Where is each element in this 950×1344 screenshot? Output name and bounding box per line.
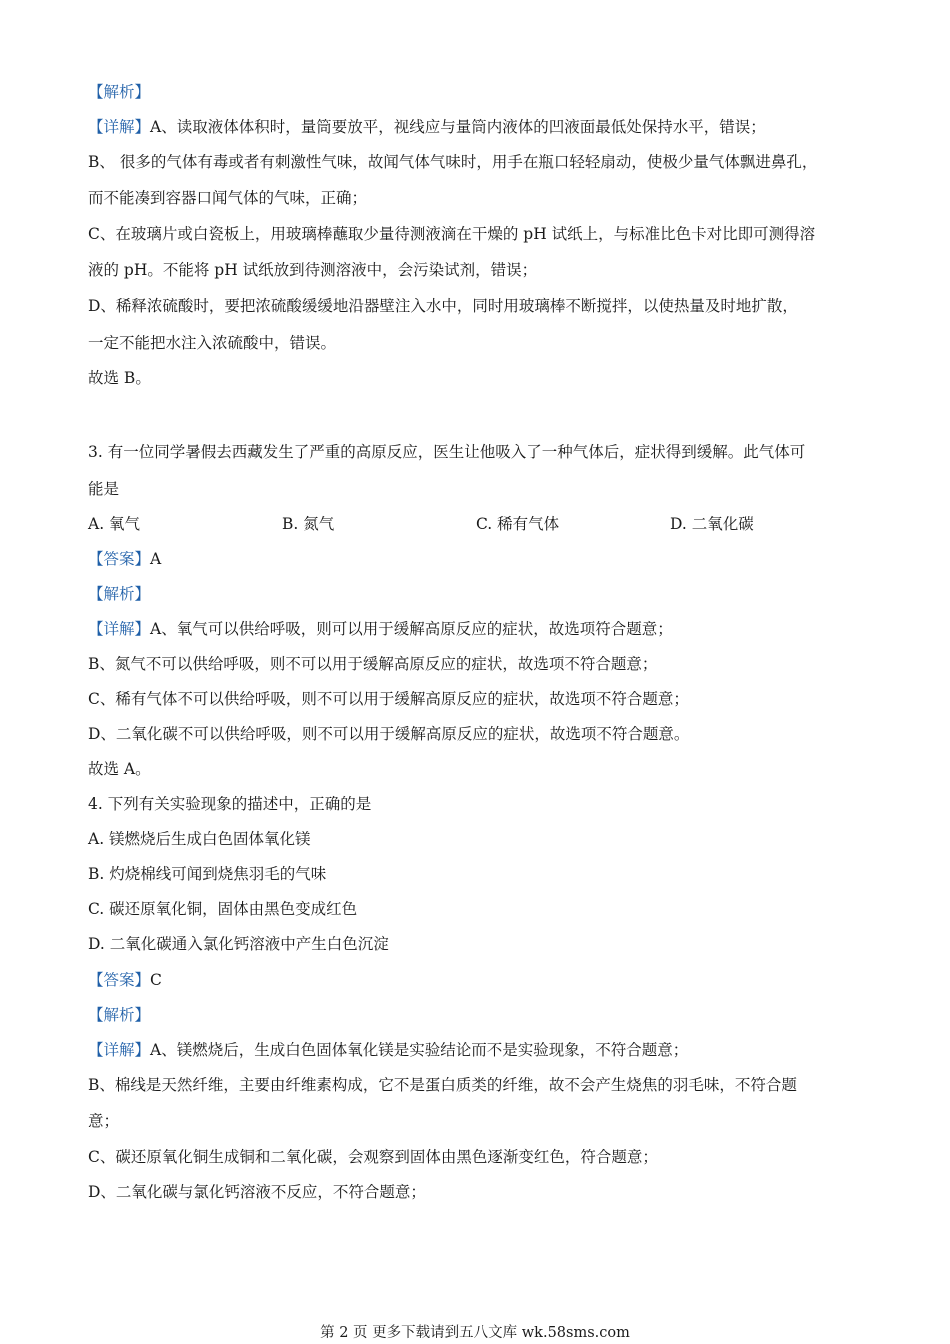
conclusion: 故选 B。 <box>88 369 151 387</box>
detail-line: B、 很多的气体有毒或者有刺激性气味，故闻气体气味时，用手在瓶口轻轻扇动，使极少量气体飘进鼻孔， <box>88 153 818 171</box>
answer-line <box>88 970 162 990</box>
detail-text: A、氧气可以供给呼吸，则可以用于缓解高原反应的症状，故选项符合题意； <box>150 620 673 638</box>
detail-line: 一定不能把水注入浓硫酸中，错误。 <box>88 334 337 352</box>
detail-text: A、读取液体体积时，量筒要放平，视线应与量筒内液体的凹液面最低处保持水平，错误； <box>150 118 766 136</box>
detail-tag: 【详解】 <box>88 118 151 136</box>
detail-line: D、二氧化碳与氯化钙溶液不反应，不符合题意； <box>88 1183 426 1201</box>
detail-line: B、氮气不可以供给呼吸，则不可以用于缓解高原反应的症状，故选项不符合题意； <box>88 655 658 673</box>
detail-line: 液的 pH。不能将 pH 试纸放到待测溶液中，会污染试剂，错误； <box>88 261 538 279</box>
option-c: C. 稀有气体 <box>476 515 560 533</box>
question-stem: 4. 下列有关实验现象的描述中，正确的是 <box>88 795 372 813</box>
analysis-tag: 【解析】 <box>88 83 151 101</box>
question-stem: 3. 有一位同学暑假去西藏发生了严重的高原反应，医生让他吸入了一种气体后，症状得到缓解。此气体可 <box>88 443 806 461</box>
detail-line <box>88 1040 688 1060</box>
analysis-tag: 【解析】 <box>88 1006 151 1024</box>
answer-value: C <box>150 971 162 989</box>
page-footer: 第 2 页 更多下载请到五八文库 wk.58sms.com <box>320 1325 630 1341</box>
conclusion: 故选 A。 <box>88 760 151 778</box>
detail-line: D、稀释浓硫酸时，要把浓硫酸缓缓地沿器壁注入水中，同时用玻璃棒不断搅拌，以使热量及时地扩散， <box>88 297 798 315</box>
detail-text: A、镁燃烧后，生成白色固体氧化镁是实验结论而不是实验现象，不符合题意； <box>150 1041 689 1059</box>
question-stem: 能是 <box>88 480 120 498</box>
detail-line: D、二氧化碳不可以供给呼吸，则不可以用于缓解高原反应的症状，故选项不符合题意。 <box>88 725 690 743</box>
detail-tag: 【详解】 <box>88 620 151 638</box>
analysis-tag: 【解析】 <box>88 585 151 603</box>
detail-tag: 【详解】 <box>88 1041 151 1059</box>
detail-line <box>88 619 673 639</box>
option-b: B. 氮气 <box>282 515 335 533</box>
detail-line: C、在玻璃片或白瓷板上，用玻璃棒蘸取少量待测液滴在干燥的 pH 试纸上，与标准比色卡对比即可测得溶 <box>88 225 816 243</box>
answer-tag: 【答案】 <box>88 971 151 989</box>
option-d: D. 二氧化碳通入氯化钙溶液中产生白色沉淀 <box>88 935 389 953</box>
detail-line: C、碳还原氧化铜生成铜和二氧化碳，会观察到固体由黑色逐渐变红色，符合题意； <box>88 1148 658 1166</box>
detail-line: B、棉线是天然纤维，主要由纤维素构成，它不是蛋白质类的纤维，故不会产生烧焦的羽毛味，不符合题 <box>88 1076 797 1094</box>
answer-tag: 【答案】 <box>88 550 151 568</box>
detail-line: 而不能凑到容器口闻气体的气味，正确； <box>88 189 368 207</box>
option-d: D. 二氧化碳 <box>670 515 754 533</box>
option-a: A. 氧气 <box>88 515 141 533</box>
option-c: C. 碳还原氧化铜，固体由黑色变成红色 <box>88 900 358 918</box>
option-b: B. 灼烧棉线可闻到烧焦羽毛的气味 <box>88 865 327 883</box>
answer-value: A <box>150 550 162 568</box>
detail-line <box>88 117 766 137</box>
detail-line: C、稀有气体不可以供给呼吸，则不可以用于缓解高原反应的症状，故选项不符合题意； <box>88 690 689 708</box>
answer-line <box>88 549 161 569</box>
option-a: A. 镁燃烧后生成白色固体氧化镁 <box>88 830 311 848</box>
detail-line: 意； <box>88 1112 120 1130</box>
